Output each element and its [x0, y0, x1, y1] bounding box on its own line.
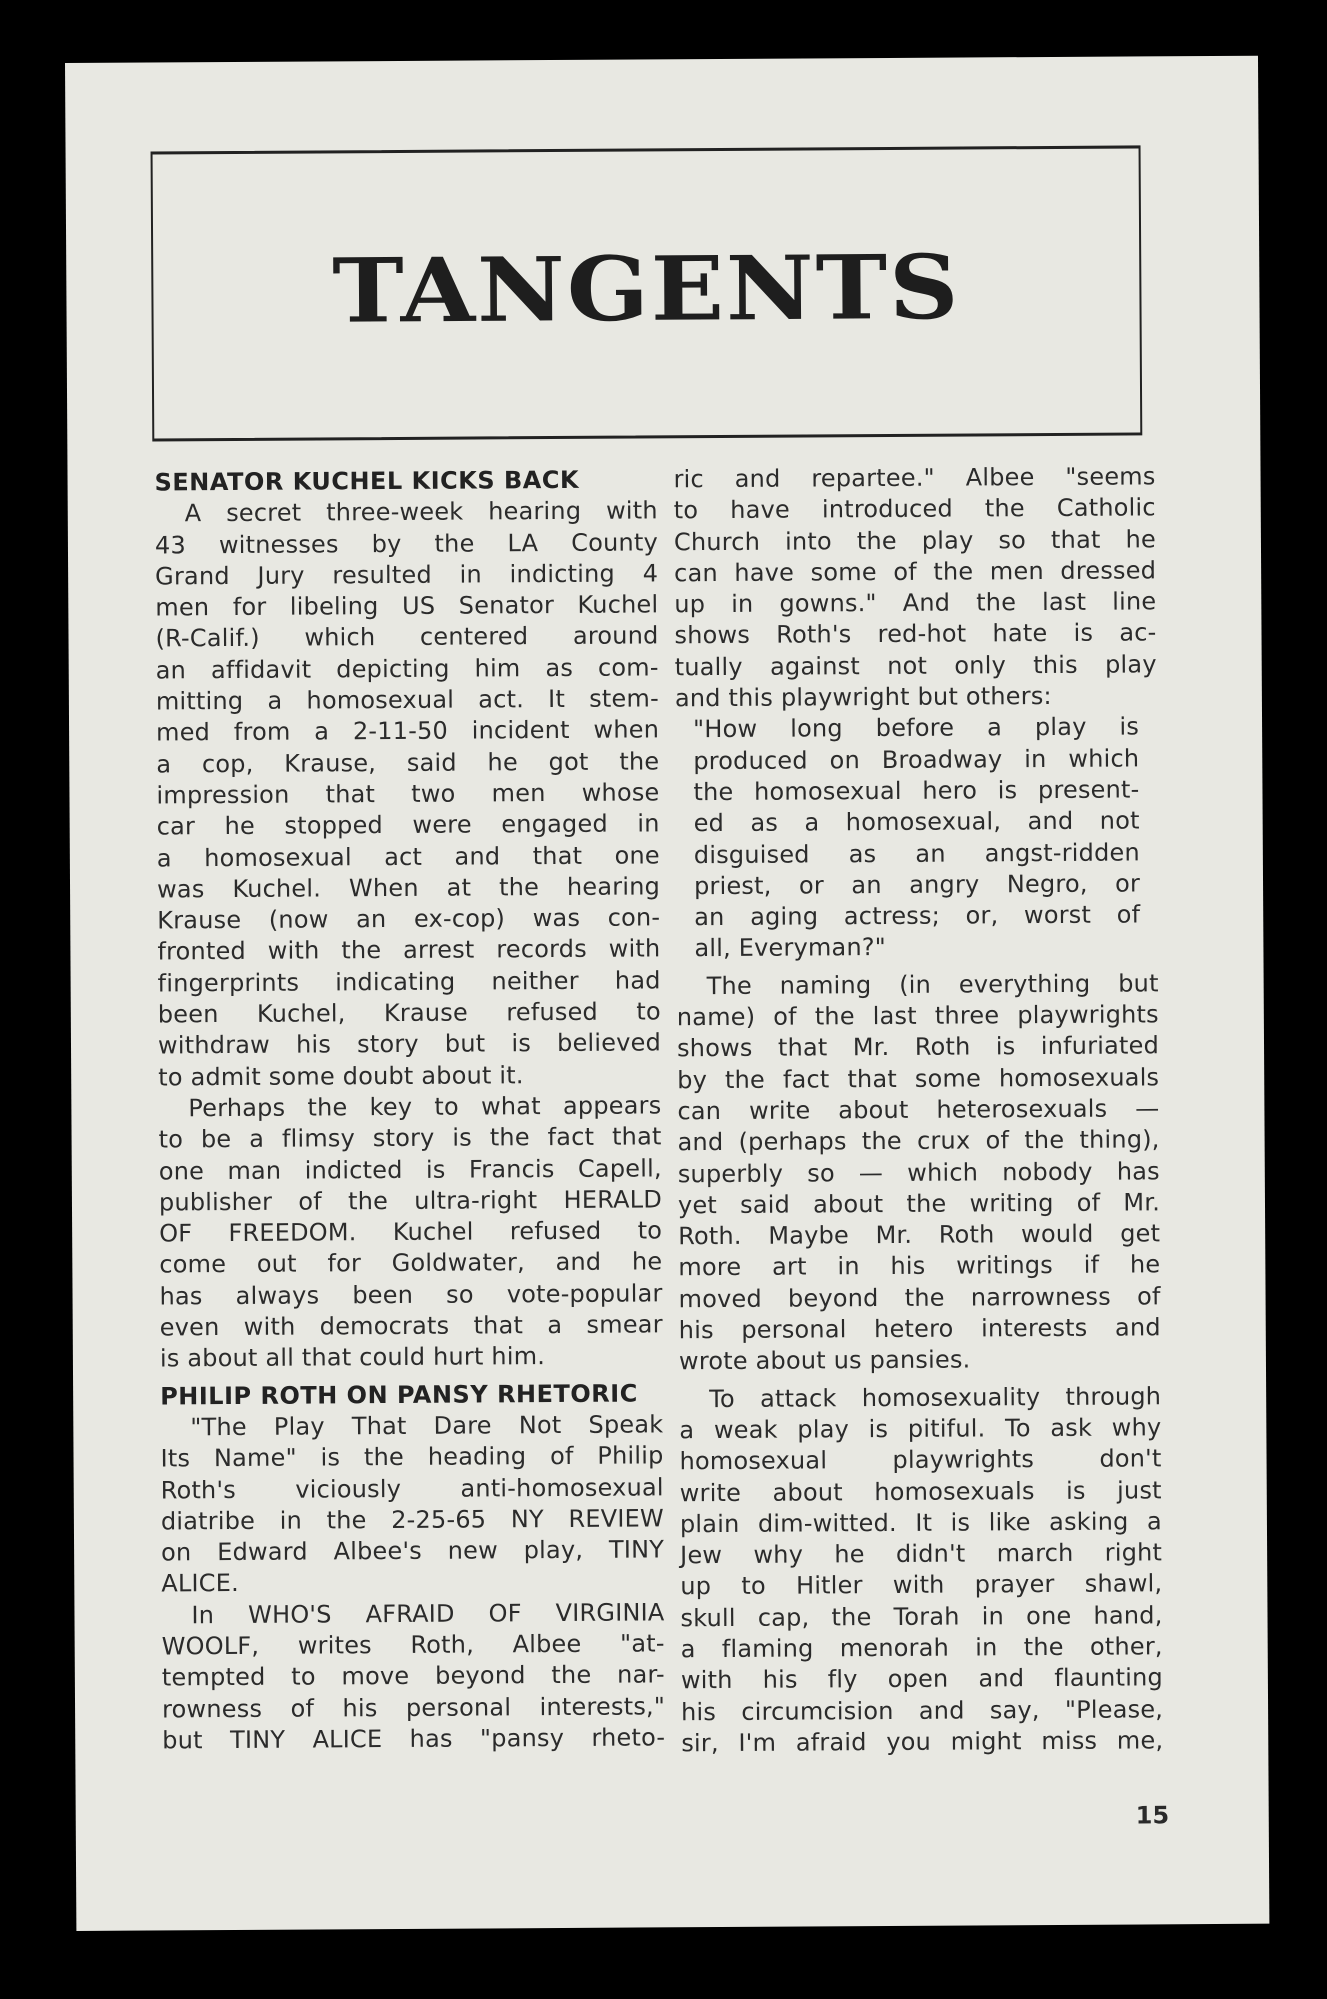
text-line: "The Play That Dare Not Speak — [190, 1410, 664, 1442]
text-line: can write about heterosexuals — — [677, 1094, 1160, 1126]
text-line: come out for Goldwater, and he — [159, 1247, 663, 1279]
text-line: withdraw his story but is believed — [157, 1028, 662, 1060]
text-line: ric and repartee." Albee "seems — [673, 462, 1156, 494]
text-line: skull cap, the Torah in one hand, — [680, 1601, 1163, 1632]
text-line: to be a flimsy story is the fact that — [158, 1122, 662, 1154]
text-line: yet said about the writing of Mr. — [677, 1188, 1161, 1220]
text-line: one man indicted is Francis Capell, — [158, 1153, 662, 1185]
text-line: shows Roth's red-hot hate is ac- — [674, 618, 1157, 650]
article-paragraph — [161, 1597, 665, 1757]
text-line: to have introduced the Catholic — [673, 493, 1156, 525]
text-line: men for libeling US Senator Kuchel — [155, 590, 659, 622]
text-line: is about all that could hurt him. — [159, 1342, 546, 1373]
right-column — [673, 461, 1163, 1759]
left-column — [154, 464, 665, 1756]
text-line: and (perhaps the crux of the thing), — [677, 1125, 1160, 1157]
text-line: been Kuchel, Krause refused to — [157, 997, 661, 1029]
magazine-page — [65, 56, 1269, 1931]
text-line: write about homosexuals is just — [679, 1475, 1162, 1507]
text-line: (R-Calif.) which centered around — [155, 621, 659, 653]
article-paragraph — [679, 1381, 1163, 1759]
article-paragraph — [155, 496, 662, 1094]
article-heading: SENATOR KUCHEL KICKS BACK — [154, 465, 580, 497]
text-line: a cop, Krause, said he got the — [156, 747, 660, 779]
text-line: to admit some doubt about it. — [158, 1060, 524, 1092]
article-paragraph — [673, 461, 1157, 714]
text-line: tually against not only this play — [674, 650, 1157, 682]
text-line: a flaming menorah in the other, — [680, 1632, 1163, 1664]
text-line: Jew why he didn't march right — [680, 1538, 1163, 1570]
text-line: by the fact that some homosexuals — [677, 1062, 1160, 1094]
text-line: on Edward Albee's new play, TINY — [161, 1535, 665, 1567]
text-line: all, Everyman?" — [694, 933, 887, 963]
text-line: a weak play is pitiful. To ask why — [679, 1413, 1162, 1445]
text-line: Church into the play so that he — [673, 524, 1157, 556]
text-line: 43 witnesses by the LA County — [154, 527, 659, 560]
text-line: produced on Broadway in which — [693, 744, 1140, 775]
text-line: plain dim-witted. It is like asking a — [679, 1507, 1163, 1539]
text-line: an affidavit depicting him as com- — [155, 653, 659, 685]
text-line: The naming (in everything but — [706, 969, 1159, 1000]
text-line: an aging actress; or, worst of — [694, 900, 1141, 932]
text-line: Roth. Maybe Mr. Roth would get — [678, 1219, 1161, 1251]
text-line: can have some of the men dressed — [674, 556, 1157, 588]
text-line: Perhaps the key to what appears — [188, 1091, 662, 1123]
text-line: moved beyond the narrowness of — [678, 1282, 1161, 1313]
article-paragraph — [677, 968, 1161, 1378]
text-line: wrote about us pansies. — [678, 1345, 971, 1376]
text-line: impression that two men whose — [156, 778, 660, 810]
text-line: shows that Mr. Roth is infuriated — [676, 1031, 1160, 1063]
text-line: more art in his writings if he — [678, 1250, 1161, 1282]
text-line: was Kuchel. When at the hearing — [156, 872, 661, 904]
text-line: Krause (now an ex-cop) was con- — [157, 903, 661, 935]
text-line: name) of the last three playwrights — [676, 1000, 1159, 1032]
text-line: a homosexual act and that one — [156, 840, 660, 873]
title-box — [151, 145, 1143, 441]
text-line: In WHO'S AFRAID OF VIRGINIA — [191, 1598, 665, 1629]
text-line: rowness of his personal interests," — [161, 1691, 666, 1724]
text-line: tempted to move beyond the nar- — [161, 1660, 665, 1692]
text-line: the homosexual hero is present- — [693, 775, 1140, 807]
text-line: his circumcision and say, "Please, — [680, 1694, 1164, 1726]
text-line: "How long before a play is — [692, 712, 1140, 744]
article-heading: PHILIP ROTH ON PANSY RHETORIC — [160, 1379, 638, 1411]
block-quote — [675, 712, 1159, 965]
text-line: homosexual playwrights don't — [679, 1444, 1162, 1476]
text-line: To attack homosexuality through — [709, 1381, 1162, 1413]
text-line: Its Name" is the heading of Philip — [160, 1441, 664, 1473]
text-line: sir, I'm afraid you might miss me, — [681, 1726, 1164, 1758]
text-line: superbly so — which nobody has — [677, 1156, 1160, 1188]
text-line: his personal hetero interests and — [678, 1313, 1161, 1345]
text-line: even with democrats that a smear — [159, 1310, 663, 1342]
text-line: mitting a homosexual act. It stem- — [155, 684, 659, 716]
text-line: ALICE. — [161, 1569, 240, 1598]
text-line: and this playwright but others: — [674, 682, 1052, 713]
text-line: ed as a homosexual, and not — [693, 806, 1140, 838]
text-line: OF FREEDOM. Kuchel refused to — [159, 1216, 663, 1248]
text-line: Grand Jury resulted in indicting 4 — [155, 559, 659, 591]
article-paragraph — [160, 1409, 664, 1600]
text-line: priest, or an angry Negro, or — [693, 869, 1141, 901]
text-line: up to Hitler with prayer shawl, — [680, 1569, 1163, 1601]
text-line: med from a 2-11-50 incident when — [156, 715, 660, 747]
text-line: publisher of the ultra-right HERALD — [158, 1185, 663, 1217]
text-line: disguised as an angst-ridden — [693, 838, 1140, 869]
text-line: has always been so vote-popular — [159, 1279, 663, 1311]
text-line: fronted with the arrest records with — [157, 934, 661, 966]
text-line: diatribe in the 2-25-65 NY REVIEW — [160, 1504, 664, 1536]
page-title: TANGENTS — [332, 235, 961, 343]
page-number: 15 — [1135, 1801, 1170, 1830]
text-line: A secret three-week hearing with — [184, 496, 658, 528]
text-line: WOOLF, writes Roth, Albee "at- — [161, 1629, 665, 1661]
article-paragraph — [158, 1090, 663, 1375]
text-line: up in gowns." And the last line — [674, 587, 1157, 619]
text-line: fingerprints indicating neither had — [157, 966, 661, 998]
text-line: but TINY ALICE has "pansy rheto- — [162, 1723, 666, 1755]
text-line: with his fly open and flaunting — [680, 1663, 1163, 1695]
text-line: car he stopped were engaged in — [156, 809, 660, 841]
text-line: Roth's viciously anti-homosexual — [160, 1472, 664, 1504]
